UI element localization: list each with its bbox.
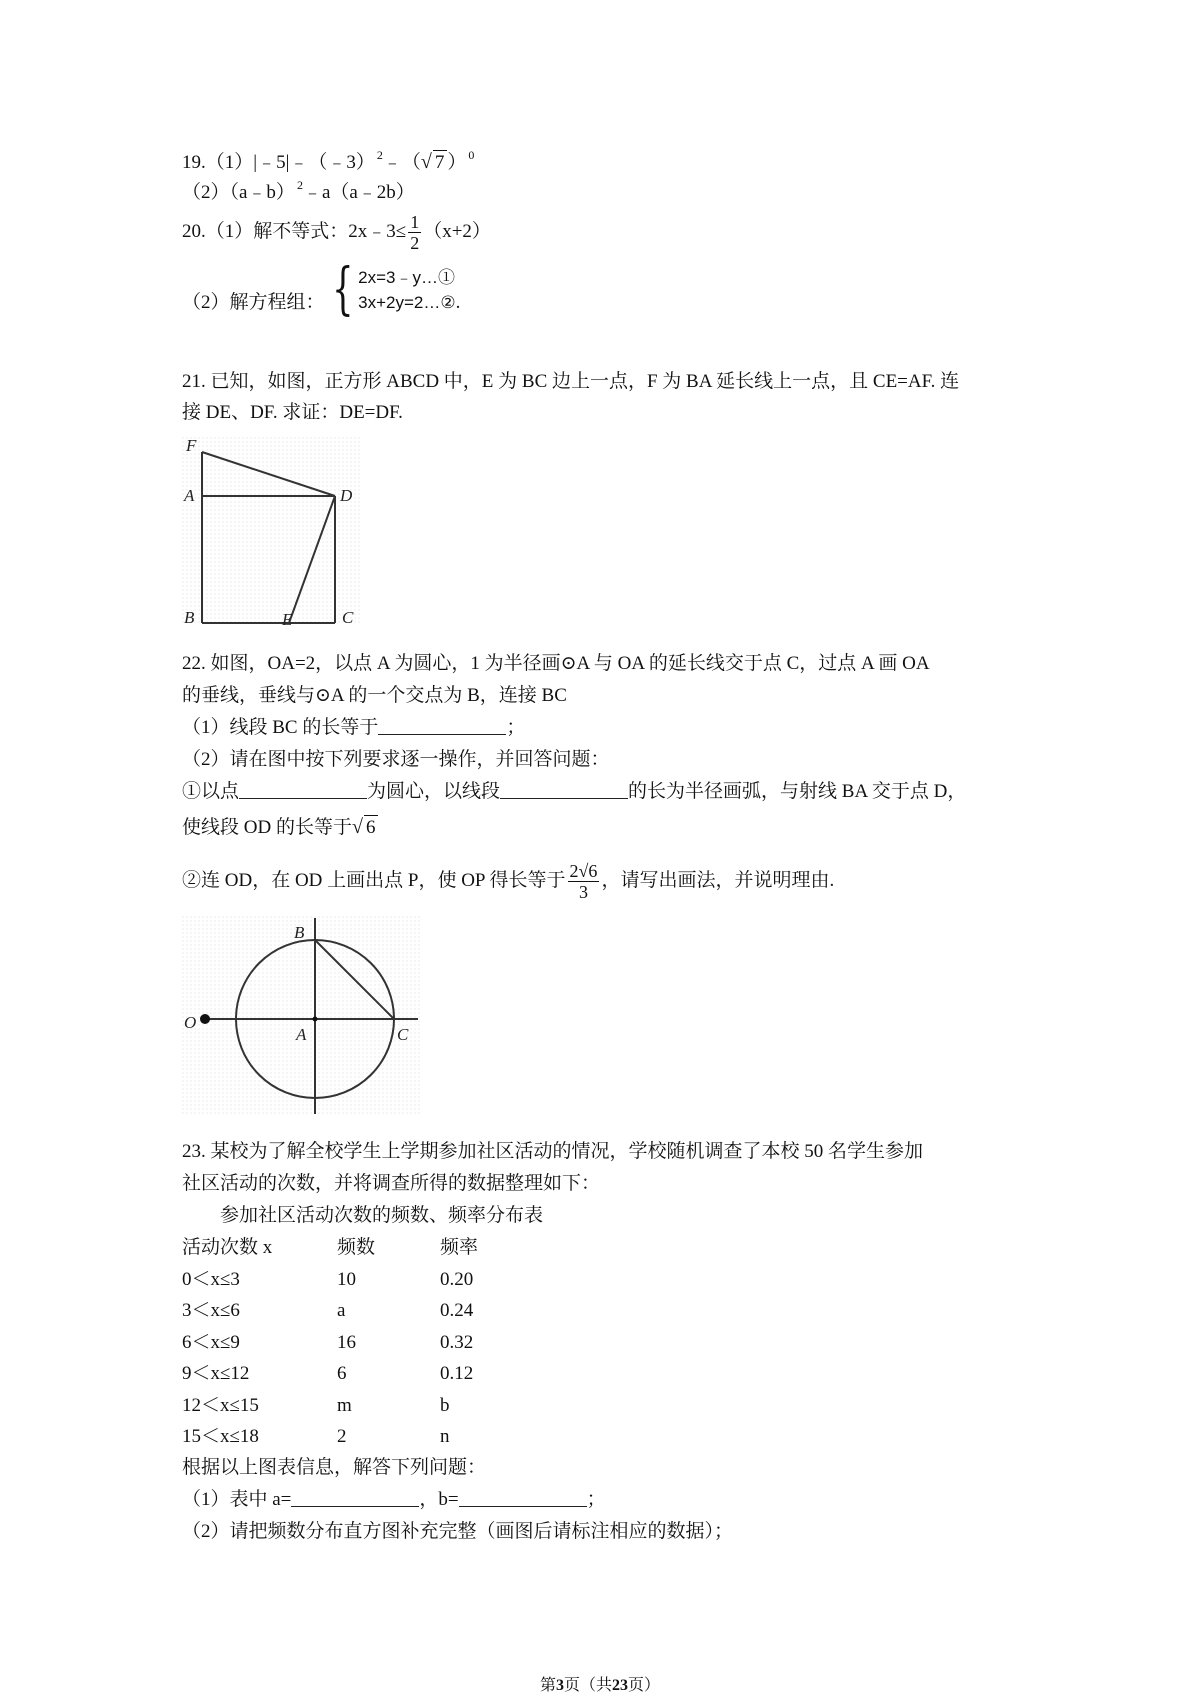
frequency-table (182, 1236, 478, 1457)
table-header-row (182, 1236, 478, 1268)
q19-line2 (182, 178, 415, 206)
table-row (182, 1425, 478, 1457)
question-text: ①以点 (182, 781, 240, 802)
table-cell: b (440, 1394, 450, 1416)
question-text: 使线段 OD 的长等于 (182, 817, 352, 838)
equation-2: 3x+2y=2…② (358, 293, 456, 312)
table-row (182, 1362, 478, 1394)
numerator: 2√6 (569, 861, 598, 882)
label-D: D (340, 486, 353, 505)
answer-blank[interactable] (500, 780, 628, 799)
q19-label: 19.（1） (182, 152, 254, 173)
footer-text: 页（共 (563, 1677, 612, 1694)
punctuation: ； (586, 1489, 606, 1510)
point-A (313, 1017, 318, 1022)
denominator: 2 (410, 233, 420, 253)
label-A: A (296, 1025, 307, 1044)
term: （x+2） (423, 220, 491, 242)
answer-blank[interactable] (378, 716, 506, 735)
term: ） (447, 152, 467, 173)
sqrt-radicand: 7 (433, 150, 448, 175)
question-text: （1）表中 a= (182, 1489, 292, 1510)
exponent: 0 (468, 148, 475, 162)
radical-sign: √ (420, 151, 432, 173)
q22-line7 (182, 856, 834, 906)
footer-text: 页） (628, 1677, 661, 1694)
footer-text: 第 (539, 1677, 556, 1694)
abs-term: |﹣5| (253, 152, 290, 173)
table-cell: 3＜x≤6 (182, 1300, 240, 1321)
exponent: 2 (376, 148, 383, 162)
label-B: B (294, 923, 305, 942)
table-cell: 0.24 (440, 1300, 474, 1321)
table-row (182, 1331, 478, 1363)
table-cell: 9＜x≤12 (182, 1363, 250, 1384)
square-figure (182, 437, 362, 625)
header-cell: 频数 (337, 1237, 376, 1258)
term: ﹣（ (382, 152, 421, 173)
q20-part1 (182, 212, 491, 253)
table-cell: n (440, 1426, 450, 1447)
point-O (200, 1014, 210, 1024)
left-brace: { (331, 257, 354, 322)
circle-figure (182, 916, 420, 1116)
table-cell: 15＜x≤18 (182, 1426, 259, 1447)
q20-part2 (182, 257, 461, 333)
page-footer (0, 1672, 1200, 1695)
q23-instructions: 根据以上图表信息，解答下列问题： (182, 1457, 487, 1478)
q21-line1: 21. 已知，如图，正方形 ABCD 中，E 为 BC 边上一点，F 为 BA 延长线上一点，且 CE=AF. 连 (182, 371, 960, 392)
fraction (568, 861, 600, 902)
punctuation: ； (506, 717, 526, 738)
label-O: O (184, 1013, 197, 1032)
table-row (182, 1299, 478, 1331)
label-C: C (342, 608, 354, 625)
table-cell: 6 (337, 1363, 347, 1384)
question-text: 为圆心，以线段 (367, 781, 501, 802)
q22-line4: （2）请在图中按下列要求逐一操作，并回答问题： (182, 749, 610, 770)
numerator: 1 (410, 212, 420, 232)
label-F: F (186, 437, 197, 455)
table-cell: 10 (337, 1268, 356, 1290)
table-title: 参加社区活动次数的频数、频率分布表 (220, 1205, 544, 1226)
table-cell: 0＜x≤3 (182, 1268, 240, 1290)
table-cell: a (337, 1300, 346, 1321)
radical-sign: √ (351, 816, 363, 838)
q22-line6 (182, 815, 378, 840)
question-text: ②连 OD，在 OD 上画出点 P，使 OP 得长等于 (182, 870, 566, 891)
system-label: （2）解方程组： (182, 292, 325, 313)
q23-line2: 社区活动的次数，并将调查所得的数据整理如下： (182, 1173, 601, 1194)
label-B: B (184, 608, 195, 625)
q23-part1 (182, 1488, 606, 1512)
period: . (455, 292, 461, 313)
table-row (182, 1394, 478, 1426)
table-cell: 0.12 (440, 1363, 474, 1384)
term: ﹣（﹣3） (289, 152, 375, 173)
table-cell: 0.32 (440, 1331, 474, 1353)
q22-line1: 22. 如图，OA=2，以点 A 为圆心，1 为半径画⊙A 与 OA 的延长线交于点 C，过点 A 画 OA (182, 653, 930, 674)
q21-line2: 接 DE、DF. 求证：DE=DF. (182, 402, 403, 423)
header-cell: 频率 (440, 1237, 479, 1258)
question-text: ，b= (419, 1489, 459, 1510)
question-text: 的长为半径画弧，与射线 BA 交于点 D， (628, 781, 967, 802)
q19-line1 (182, 150, 474, 176)
label-E: E (282, 610, 293, 625)
equation-system (325, 257, 456, 322)
label-C: C (397, 1025, 409, 1044)
answer-blank[interactable] (239, 780, 367, 799)
q22-line2: 的垂线，垂线与⊙A 的一个交点为 B，连接 BC (182, 685, 567, 706)
answer-blank-a[interactable] (291, 1488, 419, 1507)
label-A: A (184, 486, 195, 505)
table-row (182, 1268, 478, 1300)
inequality-text: 20.（1）解不等式：2x﹣3≤ (182, 220, 407, 242)
answer-blank-b[interactable] (459, 1488, 587, 1507)
sqrt-radicand: 6 (364, 815, 379, 840)
header-cell: 活动次数 x (182, 1237, 273, 1258)
total-pages: 23 (612, 1677, 628, 1694)
q23-line1: 23. 某校为了解全校学生上学期参加社区活动的情况，学校随机调查了本校 50 名学生参加 (182, 1141, 924, 1162)
circle-diagram (182, 916, 420, 1116)
denominator: 3 (578, 882, 588, 903)
table-cell: 12＜x≤15 (182, 1394, 259, 1416)
question-text: ，请写出画法，并说明理由. (601, 870, 835, 891)
term: ﹣a（a﹣2b） (302, 182, 415, 203)
table-cell: m (337, 1394, 352, 1416)
square-diagram (182, 437, 362, 625)
term: （2）（a﹣b） (182, 182, 295, 203)
q22-line5 (182, 780, 966, 804)
equation-1: 2x=3﹣y…① (358, 268, 455, 287)
fraction (408, 212, 421, 253)
table-cell: 6＜x≤9 (182, 1331, 240, 1353)
exponent: 2 (296, 178, 303, 192)
grid-background (182, 916, 420, 1116)
question-text: （1）线段 BC 的长等于 (182, 717, 379, 738)
table-cell: 2 (337, 1426, 347, 1447)
q23-part2: （2）请把频数分布直方图补充完整（画图后请标注相应的数据）； (182, 1521, 734, 1542)
q22-line3 (182, 716, 525, 740)
page-number: 3 (555, 1677, 564, 1694)
table-cell: 16 (337, 1331, 356, 1353)
table-cell: 0.20 (440, 1268, 474, 1290)
